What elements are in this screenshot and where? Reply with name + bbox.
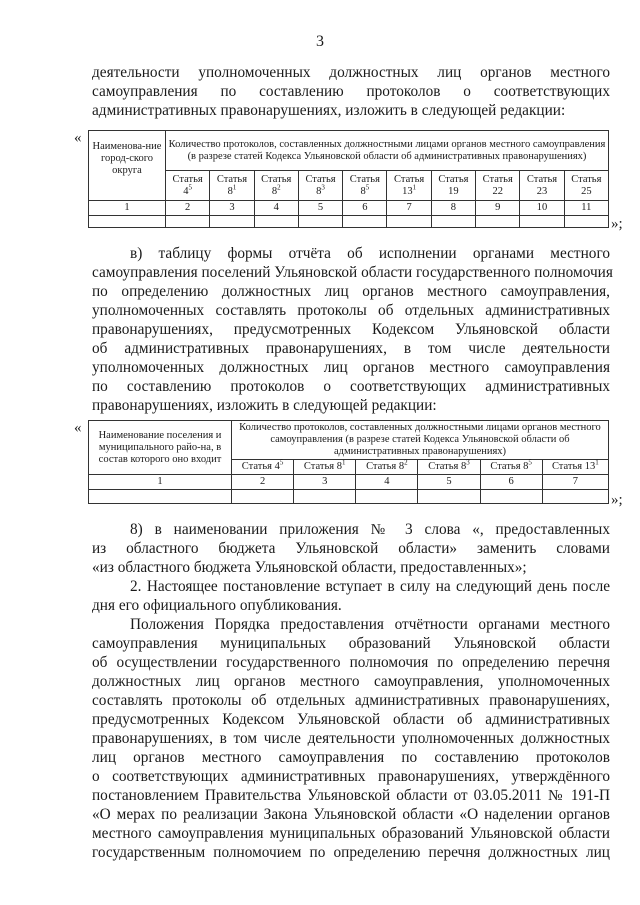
column-number-cell: 7 [387,201,431,216]
article-number: 25 [581,185,592,197]
column-number-cell: 3 [210,201,254,216]
intro-paragraph [92,63,610,120]
article-superscript: 5 [365,183,370,191]
article-superscript: 1 [595,458,599,467]
empty-data-cell [210,216,254,228]
article-label: Статья [482,173,513,185]
article-number: 13 [584,461,596,472]
article-label: Статья [349,173,380,185]
empty-data-cell [89,490,232,504]
text-line: «из областного бюджета Ульяновской области, предоставленных»; [92,559,527,576]
article-label: Статья [261,173,292,185]
column-number-cell: 7 [542,475,608,490]
empty-data-cell [298,216,342,228]
column-number-cell: 5 [298,201,342,216]
column-number-cell: 3 [294,475,356,490]
text-line: постановлением Правительства Ульяновской области от 03.05.2011 № 191-П [92,787,610,804]
article-header-cell [520,171,564,201]
article-header-cell [356,460,418,475]
article-header-cell [387,171,431,201]
empty-data-cell [418,490,480,504]
article-number: 8 [316,185,322,197]
paragraph-v [92,244,613,415]
report-table-settlements [88,420,609,504]
text-line: Положения Порядка предоставления отчётности органами местного [130,616,610,633]
article-number: 8 [227,185,233,197]
opening-quote: « [74,420,82,436]
column-number-cell: 1 [89,475,232,490]
article-number: 19 [448,185,459,197]
column-number-cell: 9 [476,201,520,216]
empty-data-cell [89,216,166,228]
article-number: 8 [336,461,342,472]
column-number-cell: 1 [89,201,166,216]
article-number: 22 [492,185,503,197]
empty-data-cell [356,490,418,504]
article-label: Статья [551,461,583,472]
closing-quote: »; [611,492,623,508]
empty-data-cell [431,216,475,228]
article-header-cell [166,171,210,201]
empty-data-cell [564,216,608,228]
article-header-cell [476,171,520,201]
empty-data-cell [294,490,356,504]
article-label: Статья [438,173,469,185]
article-label: Статья [216,173,248,185]
column-number-cell: 11 [564,201,608,216]
article-superscript: 5 [188,183,193,191]
table1-top-header: Количество протоколов, составленных должностными лицами органов местного самоуправления (в разрезе статей Кодекса Ульяновской области об административных правонарушениях) [166,131,609,171]
text-line: самоуправления поселений Ульяновской области государственного полномочия [92,264,613,281]
empty-data-cell [232,490,294,504]
article-superscript: 2 [404,458,408,467]
article-number: 8 [398,461,405,472]
article-header-cell [232,460,294,475]
text-line: предусмотренных Кодексом Ульяновской области об административных [92,711,610,728]
article-number: 8 [360,185,366,197]
text-line: деятельности уполномоченных должностных лиц органов местного [92,64,610,81]
empty-data-cell [520,216,564,228]
paragraph-polozheniya [92,615,610,862]
text-line: 2. Настоящее постановление вступает в силу на следующий день после [130,578,610,595]
text-line: дня его официального опубликования. [92,597,342,614]
article-header-cell [564,171,608,201]
empty-data-cell [254,216,298,228]
article-label: Статья [490,461,521,472]
column-number-cell: 4 [356,475,418,490]
text-line: местного самоуправления муниципальных образований Ульяновской области [92,825,610,842]
text-line: об административных правонарушениях, в том числе деятельности [92,340,610,357]
text-line: должностных лиц органов местного самоуправления, уполномоченных [92,673,610,690]
article-label: Статья [241,461,272,472]
article-label: Статья [428,461,459,472]
column-number-cell: 10 [520,201,564,216]
article-number: 4 [183,185,189,197]
article-header-cell [254,171,298,201]
article-header-cell [343,171,387,201]
article-header-cell [480,460,542,475]
empty-data-cell [476,216,520,228]
text-line: правонарушениях, предусмотренных Кодексом Ульяновской области [92,321,610,338]
column-number-cell: 6 [480,475,542,490]
article-label: Статья [394,173,425,185]
page-number: 3 [316,33,324,50]
text-line: государственным полномочием по определению перечня должностных лиц [92,844,610,861]
text-line: об осуществлении государственного полномочия по определению перечня [92,654,610,671]
text-line: 8) в наименовании приложения № 3 слова «, предоставленных [130,521,610,538]
empty-data-cell [480,490,542,504]
paragraph-2 [92,577,610,615]
article-superscript: 3 [321,183,325,191]
paragraph-8 [92,520,610,577]
text-line: о соответствующих административных правонарушениях, утверждённого [92,768,610,785]
text-line: по определению должностных лиц органов местного самоуправления, [92,283,610,300]
text-line: уполномоченных должностных лиц органов местного самоуправления [92,359,610,376]
empty-data-cell [387,216,431,228]
empty-data-cell [166,216,210,228]
article-header-cell [542,460,608,475]
column-number-cell: 2 [232,475,294,490]
article-label: Статья [172,173,203,185]
table1-left-header: Наименова-ние город-ского округа [89,131,166,201]
text-line: уполномоченных составлять протоколы об отдельных административных [92,302,610,319]
text-line: «О мерах по реализации Закона Ульяновской области «О наделении органов [92,806,610,823]
table2-top-header: Количество протоколов, составленных должностными лицами органов местного самоуправления (в разрезе статей Кодекса Ульяновской области об административных правонарушениях) [232,421,609,460]
article-number: 13 [402,185,413,197]
article-label: Статья [526,173,558,185]
article-header-cell [294,460,356,475]
closing-quote: »; [611,216,623,232]
text-line: самоуправления по составлению протоколов о соответствующих [92,83,610,100]
article-number: 8 [523,461,529,472]
column-number-cell: 6 [343,201,387,216]
article-superscript: 1 [232,183,237,191]
text-line: составлять протоколы об отдельных административных правонарушениях, [92,692,610,709]
article-label: Статья [305,173,336,185]
report-table-city-districts [88,130,609,228]
text-line: в) таблицу формы отчёта об исполнении органами местного [130,245,610,262]
text-line: по составлению протоколов о соответствующих административных [92,378,610,395]
opening-quote: « [74,130,82,146]
column-number-cell: 2 [166,201,210,216]
article-superscript: 2 [277,183,281,191]
empty-data-cell [343,216,387,228]
article-number: 4 [274,461,280,472]
article-header-cell [210,171,254,201]
article-label: Статья [571,173,602,185]
column-number-cell: 4 [254,201,298,216]
article-superscript: 1 [412,183,417,191]
column-number-cell: 8 [431,201,475,216]
text-line: самоуправления муниципальных образований Ульяновской области [92,635,610,652]
table2-left-header: Наименование поселения и муниципального райо-на, в состав которого оно входит [89,421,232,475]
article-label: Статья [366,461,397,472]
article-header-cell [418,460,480,475]
article-header-cell [298,171,342,201]
article-number: 8 [461,461,467,472]
article-label: Статья [303,461,335,472]
article-superscript: 5 [279,458,284,467]
article-number: 8 [271,185,278,197]
empty-data-cell [542,490,608,504]
article-superscript: 1 [341,458,346,467]
text-line: административных правонарушениях, изложить в следующей редакции: [92,102,566,119]
article-superscript: 5 [528,458,532,467]
column-number-cell: 5 [418,475,480,490]
text-line: лиц органов местного самоуправления по составлению протоколов [92,749,610,766]
text-line: из областного бюджета Ульяновской области» заменить словами [92,540,610,557]
text-line: правонарушениях, в том числе деятельности уполномоченных должностных [92,730,610,747]
article-number: 23 [536,185,548,197]
text-line: правонарушениях, изложить в следующей редакции: [92,397,437,414]
article-superscript: 3 [466,458,470,467]
article-header-cell [431,171,475,201]
